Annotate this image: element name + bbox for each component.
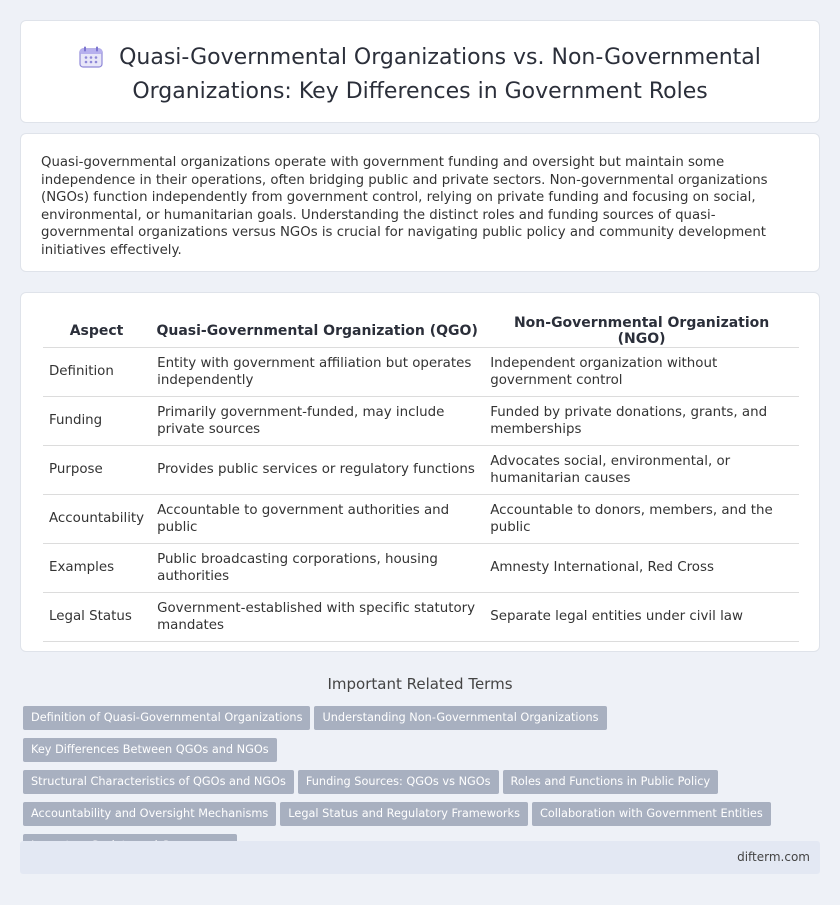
header-ngo: Non-Governmental Organization (NGO): [484, 315, 799, 348]
table-row: [43, 348, 799, 397]
related-terms-title: Important Related Terms: [327, 675, 513, 693]
row-qgo: Accountable to government authorities and public: [151, 495, 484, 544]
row-qgo: Provides public services or regulatory functions: [151, 446, 484, 495]
row-qgo: Government-established with specific statutory mandates: [151, 593, 484, 642]
title-card: [20, 20, 820, 123]
row-aspect: Funding: [43, 397, 151, 446]
comparison-card: [20, 292, 820, 652]
related-term-link[interactable]: Key Differences Between QGOs and NGOs: [23, 738, 277, 762]
table-header-row: [43, 315, 799, 348]
header-qgo: Quasi-Governmental Organization (QGO): [151, 315, 484, 348]
related-term-link[interactable]: Collaboration with Government Entities: [532, 802, 771, 826]
row-ngo: Independent organization without government control: [484, 348, 799, 397]
table-row: [43, 397, 799, 446]
row-ngo: Separate legal entities under civil law: [484, 593, 799, 642]
related-term-link[interactable]: Roles and Functions in Public Policy: [503, 770, 719, 794]
title-line-1: Quasi-Governmental Organizations vs. Non-Governmental: [119, 45, 761, 70]
comparison-table: [43, 315, 799, 642]
related-term-link[interactable]: Structural Characteristics of QGOs and NGOs: [23, 770, 294, 794]
related-term-link[interactable]: Legal Status and Regulatory Frameworks: [280, 802, 528, 826]
footer-site-link[interactable]: difterm.com: [737, 850, 810, 864]
intro-paragraph: Quasi-governmental organizations operate with government funding and oversight but maintain some independence in their operations, often bridging public and private sectors. Non-governmental organizations (NGOs) function independently from government control, relying on private funding and focusing on social, environmental, or humanitarian goals. Understanding the distinct roles and funding sources of quasi-governmental organizations versus NGOs is crucial for navigating public policy and community development initiatives effectively.: [41, 155, 768, 258]
page-title: [21, 43, 819, 107]
row-qgo: Entity with government affiliation but operates independently: [151, 348, 484, 397]
related-term-link[interactable]: Understanding Non-Governmental Organizations: [314, 706, 606, 730]
row-ngo: Advocates social, environmental, or humanitarian causes: [484, 446, 799, 495]
related-term-link[interactable]: Definition of Quasi-Governmental Organizations: [23, 706, 310, 730]
row-ngo: Amnesty International, Red Cross: [484, 544, 799, 593]
row-ngo: Funded by private donations, grants, and memberships: [484, 397, 799, 446]
table-row: [43, 446, 799, 495]
row-aspect: Purpose: [43, 446, 151, 495]
row-ngo: Accountable to donors, members, and the public: [484, 495, 799, 544]
table-row: [43, 495, 799, 544]
header-aspect: Aspect: [43, 315, 151, 348]
row-aspect: Examples: [43, 544, 151, 593]
row-aspect: Definition: [43, 348, 151, 397]
table-row: [43, 544, 799, 593]
title-line-2: Organizations: Key Differences in Government Roles: [132, 79, 708, 104]
row-aspect: Accountability: [43, 495, 151, 544]
row-qgo: Primarily government-funded, may include private sources: [151, 397, 484, 446]
row-qgo: Public broadcasting corporations, housing authorities: [151, 544, 484, 593]
related-term-link[interactable]: Funding Sources: QGOs vs NGOs: [298, 770, 499, 794]
calendar-icon: [79, 46, 103, 77]
related-term-link[interactable]: Accountability and Oversight Mechanisms: [23, 802, 276, 826]
intro-card: [20, 133, 820, 272]
table-row: [43, 593, 799, 642]
footer: [20, 841, 820, 874]
row-aspect: Legal Status: [43, 593, 151, 642]
